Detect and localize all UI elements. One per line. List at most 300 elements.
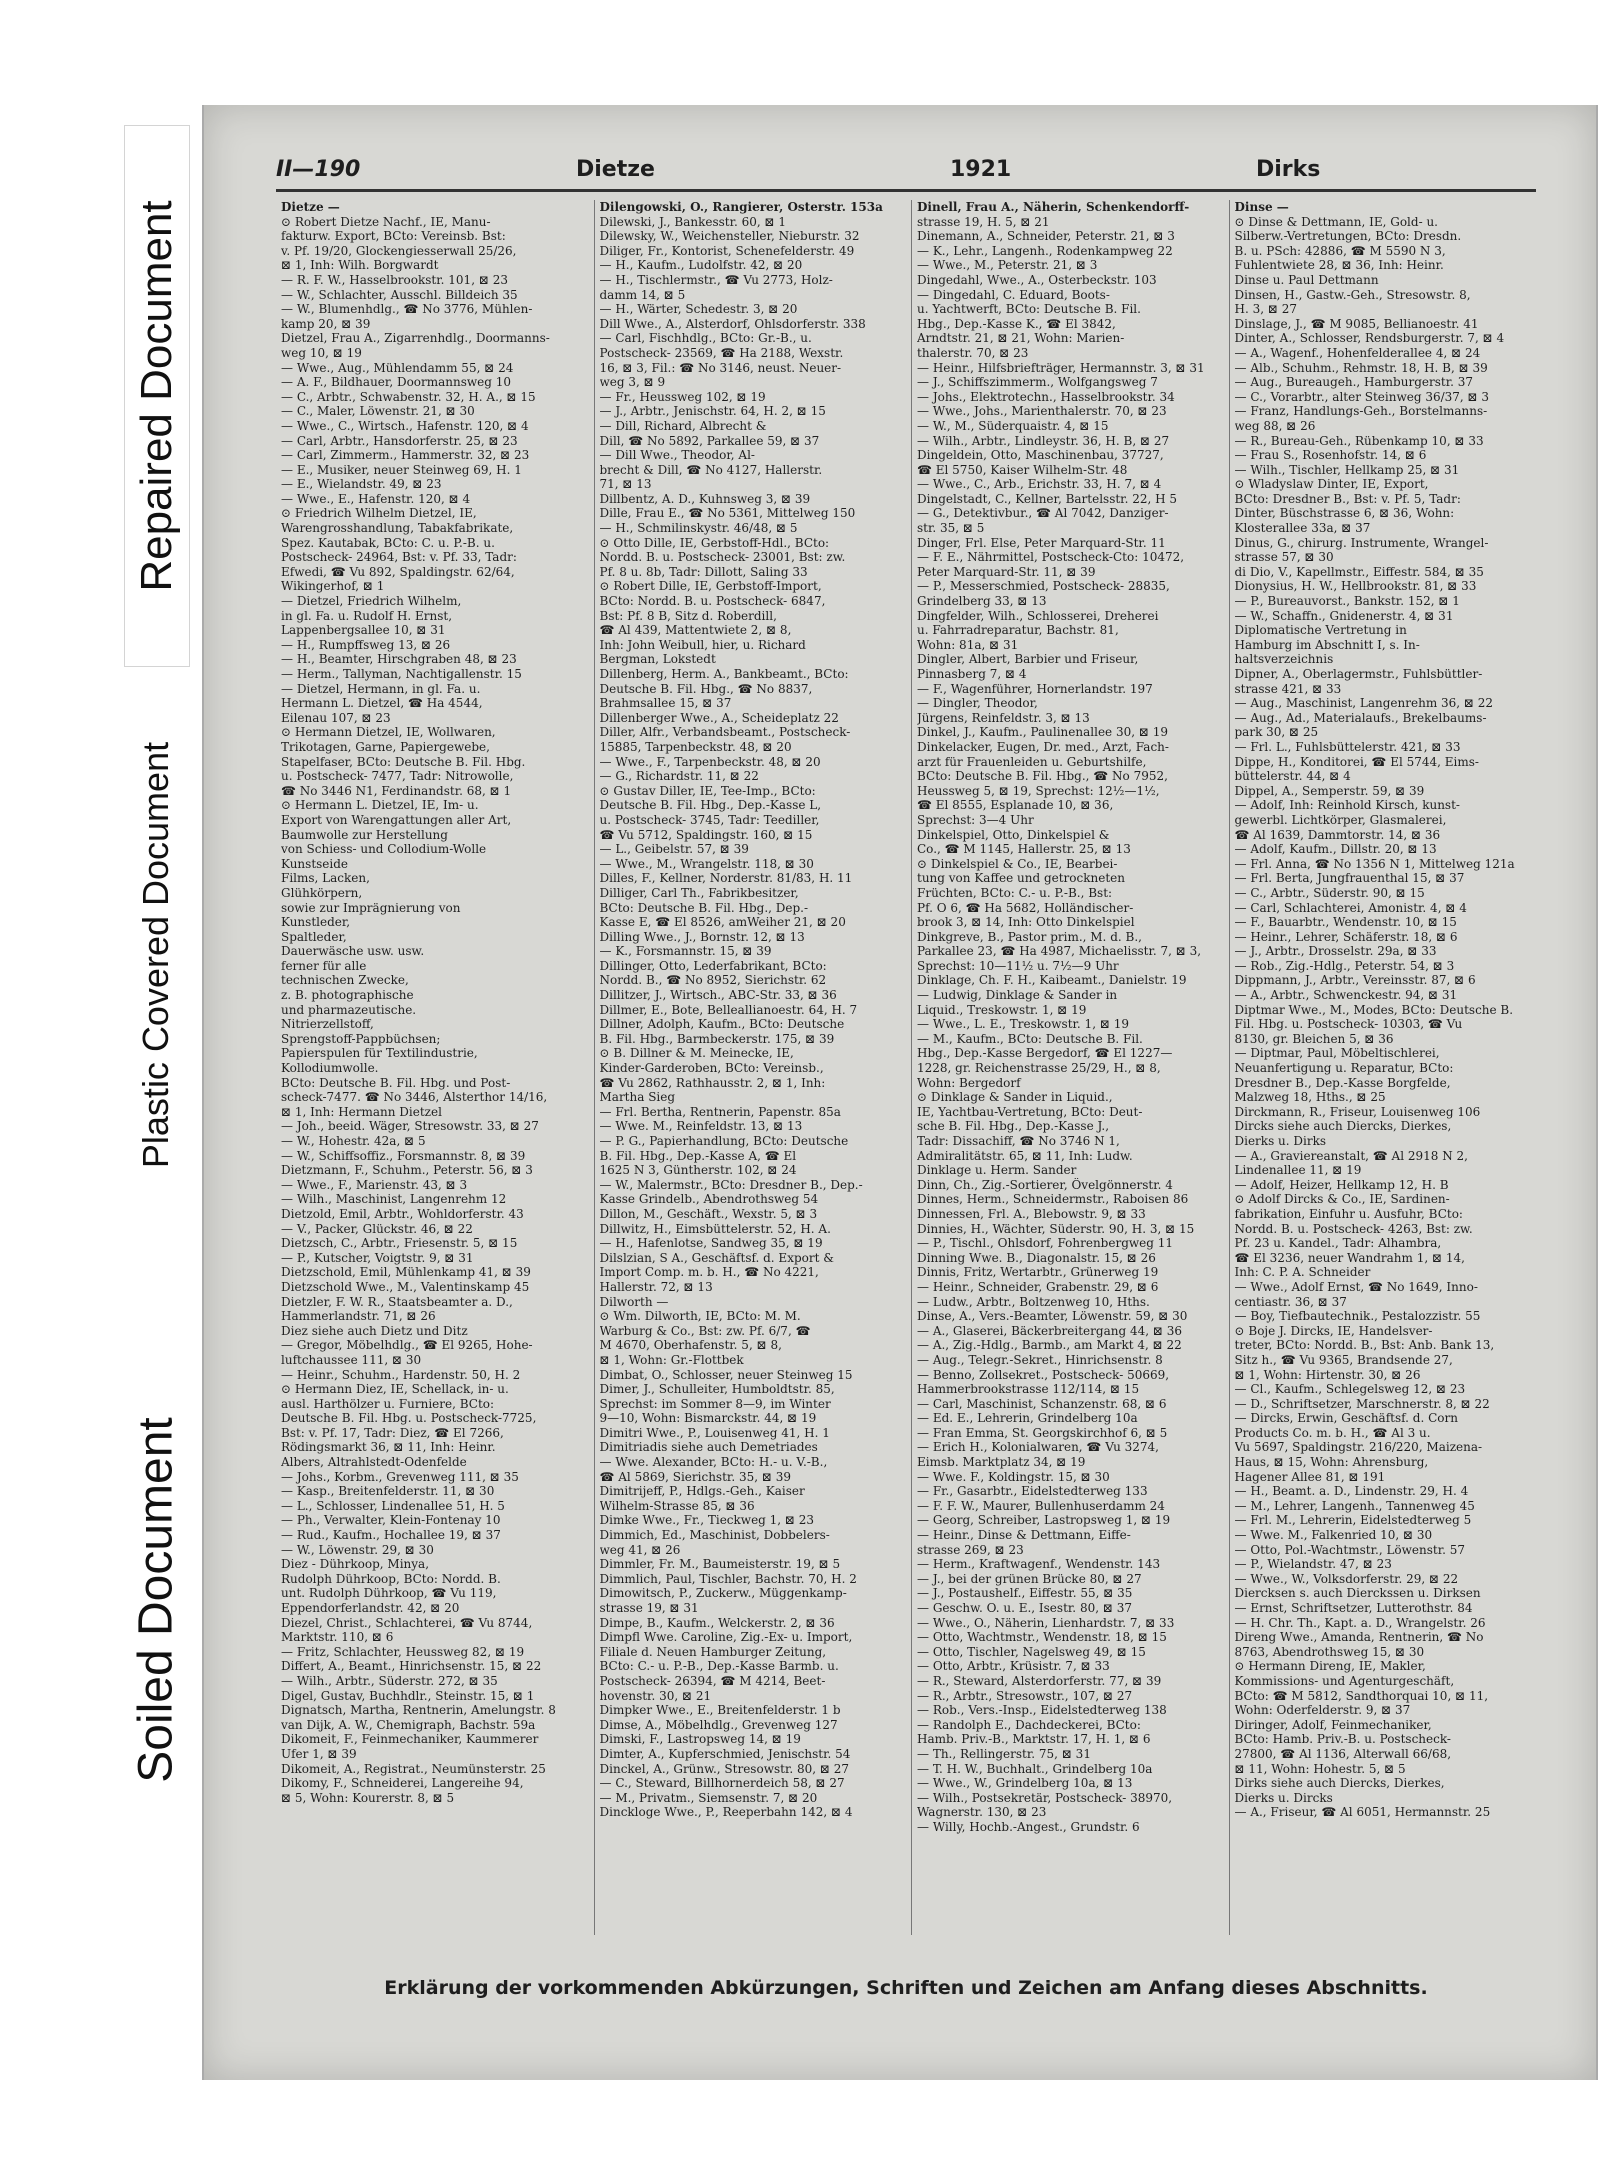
directory-entry: ⊠ 11, Wohn: Hohestr. 5, ⊠ 5 [1234,1761,1406,1776]
directory-entry: Dillenberg, Herm. A., Bankbeamt., BCto: [599,667,849,681]
directory-entry: Deutsche B. Fil. Hbg. u. Postscheck-7725, [281,1411,537,1426]
directory-entry: — E., Wielandstr. 49, ⊠ 23 [281,477,442,492]
directory-entry: — A., Graviereanstalt, ☎ Al 2918 N 2, [1234,1148,1468,1163]
directory-entry: Admiralitätstr. 65, ⊠ 11, Inh: Ludw. [917,1148,1133,1163]
directory-entry: Dinter, A., Schlosser, Rendsburgerstr. 7, ⊠ 4 [1234,331,1505,346]
directory-entry: — A., Friseur, ☎ Al 6051, Hermannstr. 25 [1234,1805,1491,1820]
directory-entry: — Wwe., C., Wirtsch., Hafenstr. 120, ⊠ 4 [281,418,529,433]
directory-entry: weg 3, ⊠ 9 [599,375,666,390]
directory-entry: — Herm., Tallyman, Nachtigallenstr. 15 [281,667,522,681]
directory-entry: — Johs., Elektrotechn., Hasselbrookstr. 34 [917,389,1175,404]
directory-entry: park 30, ⊠ 25 [1234,725,1319,740]
directory-entry: Export von Warengattungen aller Art, [281,812,512,827]
directory-entry: Digel, Gustav, Buchhdlr., Steinstr. 15, ⊠ 1 [281,1688,535,1703]
directory-entry: Eilenau 107, ⊠ 23 [281,710,391,725]
directory-entry: — Frl. M., Lehrerin, Eidelstedterweg 5 [1234,1513,1472,1528]
directory-entry: ⊠ 5, Wohn: Kourerstr. 8, ⊠ 5 [281,1790,455,1805]
directory-entry: Dietzsch, C., Arbtr., Friesenstr. 5, ⊠ 15 [281,1236,518,1251]
directory-entry: Eimsb. Marktplatz 34, ⊠ 19 [917,1455,1086,1470]
directory-entry: ⊙ Dinkelspiel & Co., IE, Bearbei- [917,856,1118,871]
directory-entry: Hamb. Priv.-B., Marktstr. 17, H. 1, ⊠ 6 [917,1732,1151,1747]
directory-entry: — Wwe. M., Falkenried 10, ⊠ 30 [1234,1528,1433,1543]
directory-entry: — K., Lehr., Langenh., Rodenkampweg 22 [917,243,1173,258]
directory-entry: Sprechst: 10—11½ u. 7½—9 Uhr [917,958,1119,973]
directory-entry: Sprechst: im Sommer 8—9, im Winter [599,1396,831,1411]
directory-entry: Dingedahl, Wwe., A., Osterbeckstr. 103 [917,272,1157,287]
directory-entry: — Franz, Handlungs-Geh., Borstelmanns- [1234,404,1488,419]
directory-entry: BCto: C.- u. P.-B., Dep.-Kasse Barmb. u. [599,1659,839,1674]
directory-entry: Dirks siehe auch Diercks, Dierkes, [1234,1776,1445,1791]
directory-entry: — Dietzel, Friedrich Wilhelm, [281,594,462,609]
directory-entry: Malzweg 18, Hths., ⊠ 25 [1234,1090,1386,1105]
directory-entry: Dinkel, J., Kaufm., Paulinenallee 30, ⊠ 19 [917,725,1168,740]
directory-entry: Dikomeit, A., Registrat., Neumünsterstr. 25 [281,1761,546,1776]
directory-entry: Diplomatische Vertretung in [1234,623,1407,638]
directory-entry: — Frl. Berta, Jungfrauenthal 15, ⊠ 37 [1234,871,1465,886]
directory-entry: weg 88, ⊠ 26 [1234,418,1316,433]
directory-entry: — Randolph E., Dachdeckerei, BCto: [917,1717,1141,1732]
directory-entry: ☎ El 3236, neuer Wandrahm 1, ⊠ 14, [1234,1250,1465,1265]
directory-entry: — R., Steward, Alsterdorferstr. 77, ⊠ 39 [917,1673,1162,1688]
directory-entry: ☎ El 5750, Kaiser Wilhelm-Str. 48 [917,462,1128,477]
directory-entry: Papierspulen für Textilindustrie, [281,1046,478,1061]
directory-entry: ⊙ Wm. Dilworth, IE, BCto: M. M. [599,1309,801,1324]
directory-entry: Fil. Hbg. u. Postscheck- 10303, ☎ Vu [1234,1017,1463,1032]
directory-entry: — Johs., Korbm., Grevenweg 111, ⊠ 35 [281,1469,519,1484]
directory-column-2 [594,200,912,1935]
directory-entry: Peter Marquard-Str. 11, ⊠ 39 [917,564,1096,579]
directory-entry: — Erich H., Kolonialwaren, ☎ Vu 3274, [917,1440,1159,1455]
directory-entry: Wohn: Bergedorf [917,1075,1021,1090]
directory-entry: — R., Arbtr., Stresowstr., 107, ⊠ 27 [917,1688,1133,1703]
directory-entry: haltsverzeichnis [1234,652,1334,667]
directory-entry: ferner für alle [281,958,367,973]
page-number: II—190 [276,157,361,182]
directory-entry: Silberw.-Vertretungen, BCto: Dresdn. [1234,229,1462,244]
directory-entry: gewerbl. Lichtkörper, Glasmalerei, [1234,812,1447,827]
directory-entry: ⊙ Boje J. Dircks, IE, Handelsver- [1234,1323,1433,1338]
directory-entry: Postscheck- 26394, ☎ M 4214, Beet- [599,1673,826,1688]
directory-entry: Marktstr. 110, ⊠ 6 [281,1630,394,1645]
directory-entry: — Carl, Fischhdlg., BCto: Gr.-B., u. [599,331,812,346]
directory-entry: — H., Schmilinskystr. 46/48, ⊠ 5 [599,521,798,536]
directory-entry: Dierks u. Dircks [1234,1790,1333,1805]
directory-entry: — H., Kaufm., Ludolfstr. 42, ⊠ 20 [599,258,803,273]
soiled-document-label: Soiled Document [129,1417,183,1783]
directory-entry: Wilhelm-Strasse 85, ⊠ 36 [599,1498,755,1513]
directory-entry: — Aug., Telegr.-Sekret., Hinrichsenstr. 8 [917,1352,1163,1367]
directory-entry: ausl. Harthölzer u. Furniere, BCto: [281,1396,495,1411]
directory-entry: — Gregor, Möbelhdlg., ☎ El 9265, Hohe- [281,1338,533,1353]
directory-entry: Dilliger, Carl Th., Fabrikbesitzer, [599,885,799,900]
directory-column-3 [911,200,1229,1935]
directory-entry: Diezel, Christ., Schlachterei, ☎ Vu 8744, [281,1615,533,1630]
directory-entry: Hamburg im Abschnitt I, s. In- [1234,637,1420,652]
directory-entry: unt. Rudolph Dührkoop, ☎ Vu 119, [281,1586,497,1601]
directory-entry: Products Co. m. b. H., ☎ Al 3 u. [1234,1425,1431,1440]
directory-entry: Dimski, F., Lastropsweg 14, ⊠ 19 [599,1732,801,1747]
directory-entry: — L., Schlosser, Lindenallee 51, H. 5 [281,1498,505,1513]
directory-entry: Co., ☎ M 1145, Hallerstr. 25, ⊠ 13 [917,842,1131,857]
directory-entry: BCto: Dresdner B., Bst: v. Pf. 5, Tadr: [1234,491,1461,506]
directory-entry: Pinnasberg 7, ⊠ 4 [917,667,1027,681]
directory-entry: Ufer 1, ⊠ 39 [281,1746,357,1761]
directory-entry: Dinklage u. Herm. Sander [917,1163,1077,1178]
directory-entry: Dinnes, Herm., Schneidermstr., Raboisen 86 [917,1192,1189,1207]
directory-entry: und pharmazeutische. [281,1002,417,1017]
directory-entry: 1228, gr. Reichenstrasse 25/29, H., ⊠ 8, [917,1061,1161,1076]
directory-entry: BCto: Hamb. Priv.-B. u. Postscheck- [1234,1732,1451,1747]
directory-entry: — H., Tischlermstr., ☎ Vu 2773, Holz- [599,272,833,287]
directory-entry: Wohn: Oderfelderstr. 9, ⊠ 37 [1234,1703,1411,1718]
directory-entry: Dimpker Wwe., E., Breitenfelderstr. 1 b [599,1703,841,1718]
directory-entry: — Wwe., E., Hafenstr. 120, ⊠ 4 [281,491,471,506]
directory-entry: — Heinr., Lehrer, Schäferstr. 18, ⊠ 6 [1234,929,1458,944]
directory-entry: — H. Chr. Th., Kapt. a. D., Wrangelstr. 26 [1234,1615,1486,1630]
directory-entry: Eppendorferlandstr. 42, ⊠ 20 [281,1601,460,1615]
directory-entry: — Ed. E., Lehrerin, Grindelberg 10a [917,1411,1138,1426]
directory-entry: technischen Zwecke, [281,973,409,988]
directory-entry: Dilslzian, S A., Geschäftsf. d. Export & [599,1250,834,1265]
directory-entry: — Wwe., W., Grindelberg 10a, ⊠ 13 [917,1776,1133,1791]
directory-entry: ⊙ Dinse & Dettmann, IE, Gold- u. [1234,214,1438,229]
directory-entry: — C., Steward, Billhornerdeich 58, ⊠ 27 [599,1776,845,1791]
directory-entry: Nitrierzellstoff, [281,1017,374,1032]
directory-entry: str. 35, ⊠ 5 [917,521,985,536]
directory-entry: 8130, gr. Bleichen 5, ⊠ 36 [1234,1031,1394,1046]
directory-entry: di Dio, V., Kapellmstr., Eiffestr. 584, ⊠ 35 [1234,564,1484,579]
directory-entry: Dillitzer, J., Wirtsch., ABC-Str. 33, ⊠ 36 [599,988,837,1003]
directory-entry: Dietzmann, F., Schuhm., Peterstr. 56, ⊠ 3 [281,1163,533,1178]
directory-entry: Dillner, Adolph, Kaufm., BCto: Deutsche [599,1017,845,1032]
directory-entry: Dilworth — [599,1294,669,1309]
directory-entry: — F., Bauarbtr., Wendenstr. 10, ⊠ 15 [1234,915,1457,930]
directory-entry: u. Postscheck- 3745, Tadr: Teediller, [599,812,820,827]
directory-entry: Dierks u. Dirks [1234,1134,1327,1148]
directory-entry: Dinnies, H., Wächter, Süderstr. 90, H. 3, ⊠ 15 [917,1221,1195,1236]
directory-entry: Dingeldein, Otto, Maschinenbau, 37727, [917,448,1164,463]
directory-entry: — J., Schiffszimmerm., Wolfgangsweg 7 [917,375,1158,390]
directory-entry: Warburg & Co., Bst: zw. Pf. 6/7, ☎ [599,1323,811,1338]
directory-entry: ☎ El 8555, Esplanade 10, ⊠ 36, [917,798,1114,813]
directory-entry: — Fran Emma, St. Georgskirchhof 6, ⊠ 5 [917,1425,1168,1440]
directory-entry: Dippel, A., Semperstr. 59, ⊠ 39 [1234,783,1425,798]
directory-entry: Kommissions- und Agenturgeschäft, [1234,1673,1455,1688]
directory-entry: — Wwe. F., Koldingstr. 15, ⊠ 30 [917,1469,1110,1484]
directory-entry: Deutsche B. Fil. Hbg., Dep.-Kasse L, [599,798,822,813]
directory-entry: ⊙ Robert Dille, IE, Gerbstoff-Import, [599,579,822,594]
directory-entry: Sprechst: 3—4 Uhr [917,812,1034,827]
directory-entry: Tadr: Dissachiff, ☎ No 3746 N 1, [917,1134,1120,1148]
directory-entry: Dimer, J., Schulleiter, Humboldtstr. 85, [599,1382,835,1397]
directory-entry: ⊙ Hermann L. Dietzel, IE, Im- u. [281,798,479,813]
directory-entry: — J., Postaushelf., Eiffestr. 55, ⊠ 35 [917,1586,1133,1601]
directory-entry: B. Fil. Hbg., Barmbeckerstr. 175, ⊠ 39 [599,1031,835,1046]
directory-entry: Dinkelacker, Eugen, Dr. med., Arzt, Fach- [917,739,1169,754]
directory-entry: Dinse — [1234,200,1289,214]
directory-entry: Dimmich, Ed., Maschinist, Dobbelers- [599,1528,830,1543]
directory-entry: Dinkelspiel, Otto, Dinkelspiel & [917,827,1110,842]
directory-entry: Kollodiumwolle. [281,1061,379,1076]
directory-entry: M 4670, Oberhafenstr. 5, ⊠ 8, [599,1338,782,1353]
directory-entry: Diliger, Fr., Kontorist, Schenefelderstr. 49 [599,243,855,258]
directory-entry: — Herm., Kraftwagenf., Wendenstr. 143 [917,1557,1161,1572]
directory-entry: — Joh., beeid. Wäger, Stresowstr. 33, ⊠ 27 [281,1119,539,1134]
directory-entry: Dinckloge Wwe., P., Reeperbahn 142, ⊠ 4 [599,1805,853,1820]
directory-entry: Dinkgreve, B., Pastor prim., M. d. B., [917,929,1142,944]
directory-entry: Hbg., Dep.-Kasse Bergedorf, ☎ El 1227— [917,1046,1173,1061]
directory-entry: Bergman, Lokstedt [599,652,716,667]
directory-entry: Brahmsallee 15, ⊠ 37 [599,696,732,711]
directory-entry: Dillmer, E., Bote, Belleallianoestr. 64, H. 7 [599,1002,858,1017]
directory-entry: Haus, ⊠ 15, Wohn: Ahrensburg, [1234,1455,1429,1470]
directory-entry: Baumwolle zur Herstellung [281,827,448,842]
directory-entry: z. B. photographische [281,988,414,1003]
directory-entry: — K., Forsmannstr. 15, ⊠ 39 [599,944,772,959]
directory-entry: — Wwe., F., Tarpenbeckstr. 48, ⊠ 20 [599,754,821,769]
directory-entry: B. u. PSch: 42886, ☎ M 5590 N 3, [1234,243,1446,258]
directory-entry: ☎ Vu 2862, Rathhausstr. 2, ⊠ 1, Inh: [599,1075,826,1090]
directory-entry: IE, Yachtbau-Vertretung, BCto: Deut- [917,1104,1143,1119]
directory-entry: Dimpe, B., Kaufm., Welckerstr. 2, ⊠ 36 [599,1615,835,1630]
directory-entry: — Wwe., F., Marienstr. 43, ⊠ 3 [281,1177,468,1192]
directory-entry: — Dietzel, Hermann, in gl. Fa. u. [281,681,481,696]
directory-entry: ⊙ Hermann Direng, IE, Makler, [1234,1659,1426,1674]
directory-entry: Dietzler, F. W. R., Staatsbeamter a. D., [281,1294,513,1309]
directory-entry: — Wwe., C., Arb., Erichstr. 33, H. 7, ⊠ 4 [917,477,1162,492]
directory-entry: hovenstr. 30, ⊠ 21 [599,1688,712,1703]
directory-entry: arzt für Frauenleiden u. Geburtshilfe, [917,754,1147,769]
directory-entry: — P., Wielandstr. 47, ⊠ 23 [1234,1557,1392,1572]
directory-entry: — W., M., Süderquaistr. 4, ⊠ 15 [917,418,1109,433]
directory-entry: Pf. 23 u. Kandel., Tadr: Alhambra, [1234,1236,1442,1251]
directory-entry: Albers, Altrahlstedt-Odenfelde [281,1455,467,1470]
directory-entry: ⊙ B. Dillner & M. Meinecke, IE, [599,1046,794,1061]
directory-entry: — Rud., Kaufm., Hochallee 19, ⊠ 37 [281,1528,501,1543]
directory-entry: ☎ Vu 5712, Spaldingstr. 160, ⊠ 15 [599,827,813,842]
directory-entry: — C., Vorarbtr., alter Steinweg 36/37, ⊠ 3 [1234,389,1490,404]
directory-entry: — G., Detektivbur., ☎ Al 7042, Danziger- [917,506,1169,521]
directory-entry: Dirckmann, R., Friseur, Louisenweg 106 [1234,1104,1481,1119]
directory-entry: Lappenbergsallee 10, ⊠ 31 [281,623,446,638]
directory-entry: büttelerstr. 44, ⊠ 4 [1234,769,1351,784]
directory-entry: Pf. 8 u. 8b, Tadr: Dillott, Saling 33 [599,564,808,579]
directory-entry: Fuhlentwiete 28, ⊠ 36, Inh: Heinr. [1234,258,1444,273]
directory-entry: — J., Arbtr., Jenischstr. 64, H. 2, ⊠ 15 [599,404,826,419]
directory-entry: — Wilh., Arbtr., Süderstr. 272, ⊠ 35 [281,1673,498,1688]
directory-entry: BCto: ☎ M 5812, Sandthorquai 10, ⊠ 11, [1234,1688,1489,1703]
directory-entry: ⊠ 1, Wohn: Hirtenstr. 30, ⊠ 26 [1234,1367,1421,1382]
directory-entry: — Wilh., Maschinist, Langenrehm 12 [281,1192,507,1207]
directory-entry: — Kasp., Breitenfelderstr. 11, ⊠ 30 [281,1484,495,1499]
directory-entry: — P. G., Papierhandlung, BCto: Deutsche [599,1134,849,1148]
directory-entry: Neuanfertigung u. Reparatur, BCto: [1234,1061,1454,1076]
directory-entry: Diringer, Adolf, Feinmechaniker, [1234,1717,1432,1732]
directory-entry: — Geschw. O. u. E., Isestr. 80, ⊠ 37 [917,1601,1132,1615]
scanned-page [202,105,1598,2080]
directory-entry: Dillbentz, A. D., Kuhnsweg 3, ⊠ 39 [599,491,811,506]
directory-entry: 71, ⊠ 13 [599,477,652,492]
directory-entry: — C., Arbtr., Süderstr. 90, ⊠ 15 [1234,885,1425,900]
directory-entry: Dinse u. Paul Dettmann [1234,272,1379,287]
directory-entry: Dillenberger Wwe., A., Scheideplatz 22 [599,710,839,725]
directory-entry: — Carl, Arbtr., Hansdorferstr. 25, ⊠ 23 [281,433,518,448]
directory-entry: — Carl, Maschinist, Schanzenstr. 68, ⊠ 6 [917,1396,1167,1411]
directory-entry: sche B. Fil. Hbg., Dep.-Kasse J., [917,1119,1110,1134]
directory-entry: — Wwe., Johs., Marienthalerstr. 70, ⊠ 23 [917,404,1167,419]
directory-columns [276,200,1546,1935]
directory-entry: 8763, Abendrothsweg 15, ⊠ 30 [1234,1644,1425,1659]
directory-entry: ⊠ 1, Inh: Wilh. Borgwardt [281,258,439,273]
directory-column-1 [276,200,594,1935]
directory-entry: Dinnis, Fritz, Wertarbtr., Grünerweg 19 [917,1265,1159,1280]
directory-entry: — Wwe., Aug., Mühlendamm 55, ⊠ 24 [281,360,514,375]
directory-entry: — J., Arbtr., Drosselstr. 29a, ⊠ 33 [1234,944,1437,959]
directory-entry: Dimmlich, Paul, Tischler, Bachstr. 70, H. 2 [599,1571,857,1586]
directory-entry: Parkallee 23, ☎ Ha 4987, Michaelisstr. 7, ⊠ 3, [917,944,1202,959]
directory-entry: Dill, ☎ No 5892, Parkallee 59, ⊠ 37 [599,433,820,448]
directory-entry: — M., Lehrer, Langenh., Tannenweg 45 [1234,1498,1475,1513]
directory-entry: — Carl, Zimmerm., Hammerstr. 32, ⊠ 23 [281,448,530,463]
directory-entry: Pf. O 6, ☎ Ha 5682, Holländischer- [917,900,1134,915]
directory-entry: — Boy, Tiefbautechnik., Pestalozzistr. 55 [1234,1309,1481,1324]
directory-entry: fabrikation, Einfuhr u. Ausfuhr, BCto: [1234,1206,1463,1221]
directory-entry: — Heinr., Schneider, Grabenstr. 29, ⊠ 6 [917,1279,1159,1294]
directory-entry: 9—10, Wohn: Bismarckstr. 44, ⊠ 19 [599,1411,817,1426]
directory-entry: Kasse Grindelb., Abendrothsweg 54 [599,1192,819,1207]
directory-entry: ⊙ Robert Dietze Nachf., IE, Manu- [281,214,491,229]
directory-entry: Dimitrijeff, P., Hdlgs.-Geh., Kaiser [599,1484,805,1499]
directory-entry: — Ludwig, Dinklage & Sander in [917,988,1118,1003]
directory-entry: Dietzschold Wwe., M., Valentinskamp 45 [281,1279,530,1294]
directory-entry: ⊠ 1, Inh: Hermann Dietzel [281,1104,442,1119]
directory-entry: Dikomeit, F., Feinmechaniker, Kaummerer [281,1732,539,1747]
directory-entry: Dille, Frau E., ☎ No 5361, Mittelweg 150 [599,506,856,521]
directory-entry: — W., Hohestr. 42a, ⊠ 5 [281,1134,426,1148]
directory-entry: damm 14, ⊠ 5 [599,287,686,302]
directory-entry: — Frau S., Rosenhofstr. 14, ⊠ 6 [1234,448,1427,463]
directory-entry: — Adolf, Kaufm., Dillstr. 20, ⊠ 13 [1234,842,1437,857]
directory-entry: Dinning Wwe. B., Diagonalstr. 15, ⊠ 26 [917,1250,1156,1265]
directory-entry: — Wwe., W., Volksdorferstr. 29, ⊠ 22 [1234,1571,1459,1586]
directory-entry: — Otto, Tischler, Nagelsweg 49, ⊠ 15 [917,1644,1146,1659]
directory-entry: Dimitriadis siehe auch Demetriades [599,1440,818,1455]
directory-entry: Dietze — [281,200,340,214]
directory-entry: — T. H. W., Buchhalt., Grindelberg 10a [917,1761,1153,1776]
directory-entry: scheck-7477. ☎ No 3446, Alsterthor 14/16, [281,1090,548,1105]
directory-entry: — H., Hafenlotse, Sandweg 35, ⊠ 19 [599,1236,823,1251]
directory-entry: — W., Blumenhdlg., ☎ No 3776, Mühlen- [281,302,533,317]
directory-entry: Dimitri Wwe., P., Louisenweg 41, H. 1 [599,1425,830,1440]
directory-entry: — Otto, Arbtr., Krüsistr. 7, ⊠ 33 [917,1659,1110,1674]
directory-entry: Dippe, H., Konditorei, ☎ El 5744, Eims- [1234,754,1479,769]
directory-entry: Dill Wwe., A., Alsterdorf, Ohlsdorferstr. 338 [599,316,866,331]
directory-entry: — L., Geibelstr. 57, ⊠ 39 [599,842,749,857]
directory-entry: — Fr., Gasarbtr., Eidelstedterweg 133 [917,1484,1148,1499]
directory-entry: Dinsen, H., Gastw.-Geh., Stresowstr. 8, [1234,287,1471,302]
directory-entry: — Heinr., Schuhm., Hardenstr. 50, H. 2 [281,1367,521,1382]
directory-entry: — Aug., Maschinist, Langenrehm 36, ⊠ 22 [1234,696,1494,711]
directory-entry: — Aug., Bureaugeh., Hamburgerstr. 37 [1234,375,1474,390]
directory-entry: Direng Wwe., Amanda, Rentnerin, ☎ No [1234,1630,1484,1645]
directory-entry: Hallerstr. 72, ⊠ 13 [599,1279,713,1294]
directory-entry: Dillon, M., Geschäft., Wexstr. 5, ⊠ 3 [599,1206,818,1221]
header-last-name: Dirks [1256,157,1321,182]
directory-entry: Rudolph Dührkoop, BCto: Nordd. B. [281,1571,501,1586]
directory-entry: centiastr. 36, ⊠ 37 [1234,1294,1347,1309]
label-sidebar [0,0,200,2177]
directory-entry: Dinse, A., Vers.-Beamter, Löwenstr. 59, ⊠ 30 [917,1309,1188,1324]
directory-entry: H. 3, ⊠ 27 [1234,302,1297,317]
directory-entry: treter, BCto: Nordd. B., Bst: Anb. Bank 13, [1234,1338,1495,1353]
directory-entry: — P., Bureauvorst., Bankstr. 152, ⊠ 1 [1234,594,1460,609]
directory-entry: Diercksen s. auch Dierckssen u. Dirksen [1234,1586,1481,1601]
directory-entry: ⊙ Gustav Diller, IE, Tee-Imp., BCto: [599,783,816,798]
directory-entry: Dinus, G., chirurg. Instrumente, Wrangel- [1234,535,1489,550]
directory-entry: Inh: John Weibull, hier, u. Richard [599,637,806,652]
directory-entry: Diez siehe auch Dietz und Ditz [281,1323,468,1338]
directory-entry: BCto: Deutsche B. Fil. Hbg. und Post- [281,1075,511,1090]
directory-entry: — F., Wagenführer, Hornerlandstr. 197 [917,681,1153,696]
directory-entry: Diez - Dührkoop, Minya, [281,1557,430,1572]
directory-entry: strasse 421, ⊠ 33 [1234,681,1342,696]
directory-entry: — M., Kaufm., BCto: Deutsche B. Fil. [917,1031,1143,1046]
directory-entry: — Wwe. M., Reinfeldstr. 13, ⊠ 13 [599,1119,803,1134]
directory-entry: Kasse E, ☎ El 8526, amWeiher 21, ⊠ 20 [599,915,846,930]
directory-entry: ☎ Al 439, Mattentwiete 2, ⊠ 8, [599,623,792,638]
directory-entry: Warengrosshandlung, Tabakfabrikate, [281,521,514,536]
directory-entry: — W., Malermstr., BCto: Dresdner B., Dep.- [599,1177,863,1192]
plastic-covered-document-label: Plastic Covered Document [135,741,176,1169]
directory-entry: Bst: Pf. 8 B, Sitz d. Roberdill, [599,608,777,623]
directory-entry: Diller, Alfr., Verbandsbeamt., Postscheck- [599,725,851,740]
directory-entry: ⊙ Hermann Diez, IE, Schellack, in- u. [281,1382,509,1397]
directory-column-4 [1229,200,1547,1935]
directory-entry: Hammerbrookstrasse 112/114, ⊠ 15 [917,1382,1140,1397]
directory-entry: Rödingsmarkt 36, ⊠ 11, Inh: Heinr. [281,1440,496,1455]
directory-entry: Dinslage, J., ☎ M 9085, Bellianoestr. 41 [1234,316,1479,331]
directory-entry: — Ernst, Schriftsetzer, Lutterothstr. 84 [1234,1601,1473,1615]
directory-entry: — Wwe., Adolf Ernst, ☎ No 1649, Inno- [1234,1279,1478,1294]
directory-entry: — Heinr., Hilfsbriefträger, Hermannstr. 3, ⊠ 31 [917,360,1205,375]
directory-entry: Dilles, F., Kellner, Norderstr. 81/83, H. 11 [599,871,853,886]
directory-entry: in gl. Fa. u. Rudolf H. Ernst, [281,608,453,623]
directory-entry: Efwedi, ☎ Vu 892, Spaldingstr. 62/64, [281,564,515,579]
directory-entry: Bst: v. Pf. 17, Tadr: Diez, ☎ El 7266, [281,1425,504,1440]
directory-entry: Dinemann, A., Schneider, Peterstr. 21, ⊠ 3 [917,229,1175,244]
directory-entry: Dinklage, Ch. F. H., Kaibeamt., Danielstr. 19 [917,973,1187,988]
directory-entry: Dircks siehe auch Diercks, Dierkes, [1234,1119,1452,1134]
directory-entry: BCto: Deutsche B. Fil. Hbg., Dep.- [599,900,809,915]
directory-entry: sowie zur Imprägnierung von [281,900,461,915]
directory-entry: Filiale d. Neuen Hamburger Zeitung, [599,1644,827,1659]
directory-entry: — R. F. W., Hasselbrookstr. 101, ⊠ 23 [281,272,508,287]
plastic-covered-document-tab [124,685,188,1225]
directory-entry: Films, Lacken, [281,871,370,886]
directory-entry: Stapelfaser, BCto: Deutsche B. Fil. Hbg. [281,754,526,769]
directory-entry: Spaltleder, [281,929,347,944]
soiled-document-tab [124,1240,188,1960]
directory-entry: — P., Messerschmied, Postscheck- 28835, [917,579,1170,594]
directory-entry: luftchaussee 111, ⊠ 30 [281,1352,422,1367]
directory-entry: — Dill Wwe., Theodor, Al- [599,448,755,463]
directory-entry: Liquid., Treskowstr. 1, ⊠ 19 [917,1002,1087,1017]
directory-entry: Dimbat, O., Schlosser, neuer Steinweg 15 [599,1367,853,1382]
directory-entry: — Willy, Hochb.-Angest., Grundstr. 6 [917,1819,1140,1834]
directory-entry: Dimowitsch, P., Zuckerw., Müggenkamp- [599,1586,847,1601]
directory-entry: Import Comp. m. b. H., ☎ No 4221, [599,1265,819,1280]
directory-entry: Dionysius, H. W., Hellbrookstr. 81, ⊠ 33 [1234,579,1477,594]
